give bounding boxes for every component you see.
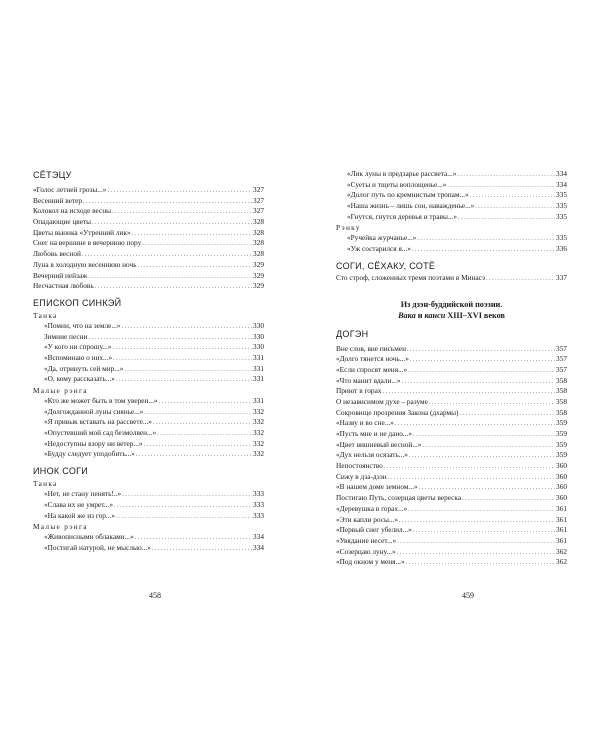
toc-entry: «Я привык вставать на рассвете...» ..... 332 <box>33 417 264 428</box>
subsection-label: Рэнку <box>336 223 361 233</box>
toc-entry: «Вспоминаю о них...» ..... 331 <box>33 353 264 364</box>
toc-entry: «Слава их не умрет...» ..... 333 <box>33 500 264 511</box>
toc-entry: «Цвет вишневый весной...» ..... 359 <box>336 440 567 451</box>
toc-entry: «Постигай натурой, не мыслью...» ..... 334 <box>33 543 264 554</box>
section-title: ДОГЭН <box>336 328 369 339</box>
toc-entry: «Голос летней грозы...» ..... 327 <box>33 185 264 196</box>
toc-entry: «Нет, не стану пенять!..» ..... 333 <box>33 489 264 500</box>
toc-entry: «Наша жизнь – лишь сон, наважденье...» ..... 335 <box>336 201 567 212</box>
toc-entry: «Эти капли росы...» ..... 361 <box>336 515 567 526</box>
right-toc-column <box>336 169 567 568</box>
toc-entry: Любовь весной ..... 328 <box>33 249 264 260</box>
toc-entry: «Дух нельзя осязать...» ..... 359 <box>336 450 567 461</box>
subsection-label: Танка <box>33 479 58 489</box>
section-title: СОГИ, СЁХАКУ, СОТЁ <box>336 260 436 271</box>
section-title: ИНОК СОГИ <box>33 466 89 477</box>
left-toc-column <box>33 169 264 554</box>
part-heading-line1: Из дзэн-буддийской поэзии. <box>400 299 503 309</box>
toc-entry: «У кого ни спрошу...» ..... 330 <box>33 342 264 353</box>
toc-entry: «Деревушка в горах...» ..... 361 <box>336 504 567 515</box>
toc-entry: «Долог путь по кремнистым тропам...» ..... 335 <box>336 190 567 201</box>
subsection-label: Малые рэнга <box>33 522 88 532</box>
toc-entry: «Ручейка журчанье...» ..... 335 <box>336 233 567 244</box>
toc-entry: «Лик луны в предзарье рассвета...» ..... 334 <box>336 169 567 180</box>
part-heading <box>336 299 567 321</box>
toc-entry: Весенний ветер ..... 327 <box>33 196 264 207</box>
toc-entry: Постигаю Путь, созерцая цветы вереска ..... 360 <box>336 493 567 504</box>
toc-entry: Опадающие цветы ..... 328 <box>33 217 264 228</box>
toc-entry: Непостоянство ..... 360 <box>336 461 567 472</box>
toc-entry: Сто строф, сложенных тремя поэтами в Минасэ ..... 337 <box>336 273 567 284</box>
page-number: 459 <box>462 591 474 600</box>
toc-entry: «Назву и во сне...» ..... 359 <box>336 418 567 429</box>
toc-entry: «Будду следует уподобить...» ..... 332 <box>33 449 264 460</box>
page-number: 458 <box>149 591 161 600</box>
subsection-label: Малые рэнга <box>33 386 88 395</box>
toc-entry: «Опустевший мой сад безмолвен...» ..... 332 <box>33 428 264 439</box>
subsection-label: Танка <box>33 310 58 320</box>
toc-entry: Приют в горах ..... 358 <box>336 386 567 397</box>
toc-entry: «Да, отринуть сей мир...» ..... 331 <box>33 364 264 375</box>
toc-entry: «Созерцаю луну...» ..... 362 <box>336 547 567 558</box>
toc-entry: Вне слов, вне письмен ..... 357 <box>336 344 567 355</box>
toc-entry: Снег на вершине в вечернюю пору ..... 328 <box>33 238 264 249</box>
toc-entry: Цветы вьюнка «Утренний лик» ..... 328 <box>33 228 264 239</box>
toc-entry: Сижу в дза-дзэн ..... 360 <box>336 472 567 483</box>
toc-entry: «Пусть мне и не дано...» ..... 359 <box>336 429 567 440</box>
toc-entry: Вечерний пейзаж ..... 329 <box>33 271 264 282</box>
toc-entry: «Уж состарился я...» ..... 336 <box>336 244 567 255</box>
toc-entry: «Долгожданной луны сиянье...» ..... 332 <box>33 407 264 418</box>
toc-entry: «Гнутся, гнутся деревья и травы...» ..... 335 <box>336 212 567 223</box>
toc-entry: «Если спросят меня...» ..... 357 <box>336 365 567 376</box>
toc-entry: «Под окном у меня...» ..... 362 <box>336 557 567 568</box>
toc-entry: «Что манит вдали...» ..... 358 <box>336 376 567 387</box>
toc-entry: Зимние песни ..... 330 <box>33 332 264 343</box>
toc-entry: Сокровище прозрения Закона (дхармы) ..... 358 <box>336 408 567 419</box>
toc-entry: Несчастная любовь ..... 329 <box>33 281 264 292</box>
toc-entry: Колокол на исходе весны ..... 327 <box>33 206 264 217</box>
toc-entry: «О, кому рассказать...» ..... 331 <box>33 374 264 385</box>
toc-entry: О независимом духе – разуме ..... 358 <box>336 397 567 408</box>
toc-entry: «На какой же из гор...» ..... 333 <box>33 511 264 522</box>
part-heading-line2: Вака и канси XIII–XVI веков <box>398 310 505 320</box>
toc-entry: «Кто же может быть в том уверен...» ..... 331 <box>33 396 264 407</box>
toc-entry: «Живописными облаками...» ..... 334 <box>33 532 264 543</box>
section-title: ЕПИСКОП СИНКЭЙ <box>33 297 122 308</box>
toc-entry: «Первый снег убелил...» ..... 361 <box>336 525 567 536</box>
toc-entry: «В нашем доме земном...» ..... 360 <box>336 482 567 493</box>
section-title: СЁТЭЦУ <box>33 170 72 180</box>
toc-entry: «Недоступны взору ни ветер...» ..... 332 <box>33 439 264 450</box>
toc-entry: Луна в холодную весеннюю ночь ..... 329 <box>33 260 264 271</box>
toc-entry: «Увядание несет...» ..... 361 <box>336 536 567 547</box>
toc-entry: «Помни, что на земле...» ..... 330 <box>33 321 264 332</box>
toc-entry: «Долго тянется ночь...» ..... 357 <box>336 354 567 365</box>
toc-entry: «Суеты и тщеты воплощенье...» ..... 334 <box>336 180 567 191</box>
